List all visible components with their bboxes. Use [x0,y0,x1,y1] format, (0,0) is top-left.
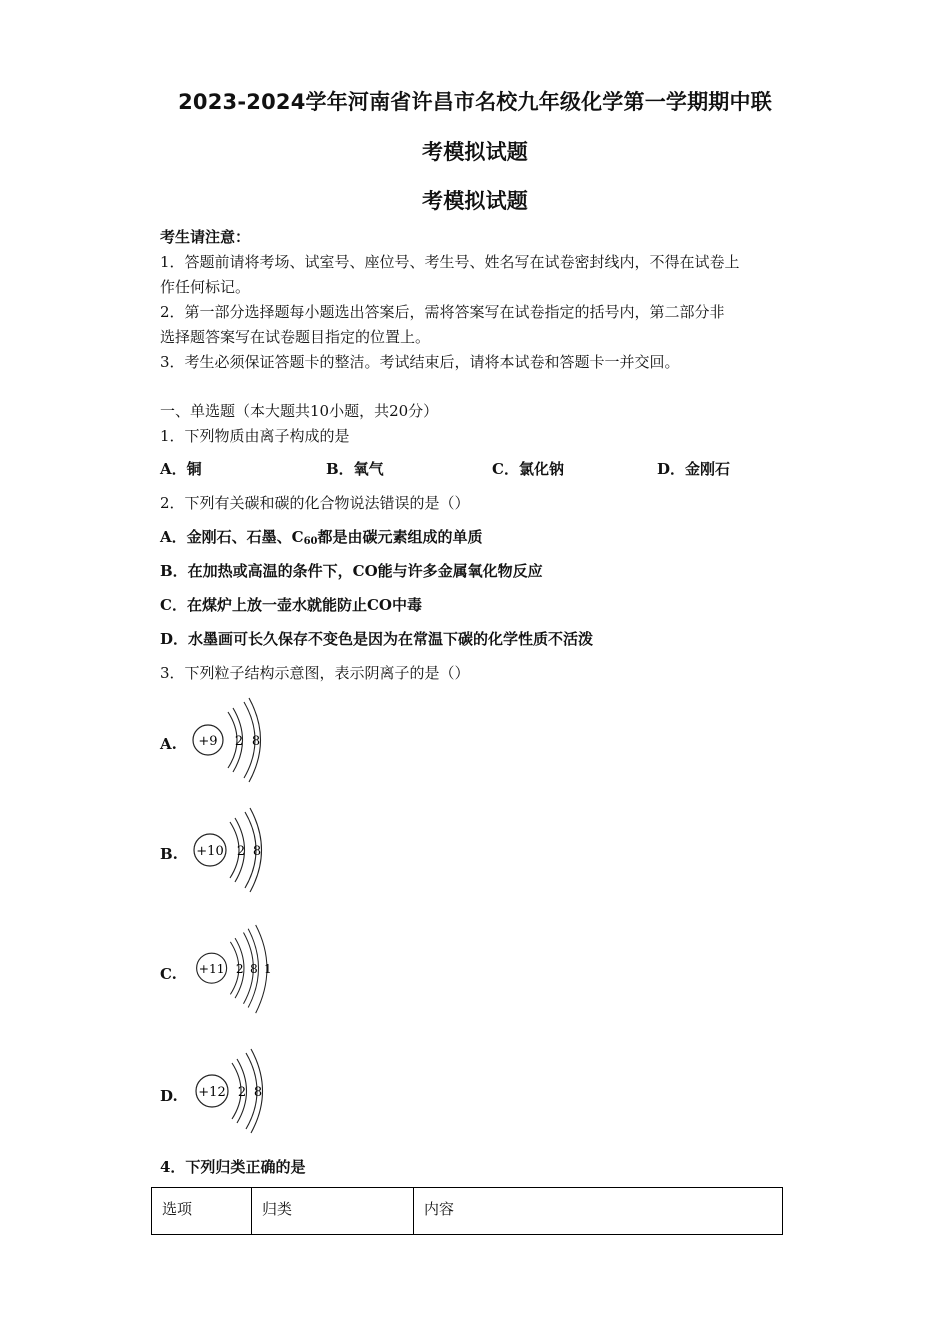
nucleus-charge-d: +12 [198,1085,226,1100]
shell-electrons-a-1: 2 [234,734,244,749]
atom-diagram-d [186,1046,286,1136]
table-header-category: 归类 [252,1188,414,1234]
shell-electrons-d-1: 2 [237,1085,247,1100]
question-1-option-a: A．铜 [160,460,202,478]
table-header-option: 选项 [152,1188,252,1234]
shell-electrons-b-1: 2 [236,844,246,859]
question-3-option-b-label: B. [160,845,178,863]
notice-heading: 考生请注意： [160,228,251,246]
shell-electrons-c-2: 8 [249,961,258,976]
atom-diagram-b-svg [186,806,286,896]
question-2-option-b: B．在加热或高温的条件下，CO能与许多金属氧化物反应 [160,562,543,580]
shell-electrons-b-2: 8 [252,844,262,859]
notice-line-1: 1．答题前请将考场、试室号、座位号、考生号、姓名写在试卷密封线内，不得在试卷上 [160,253,740,271]
nucleus-charge-c: +11 [198,961,225,976]
atom-diagram-c-svg [186,925,286,1015]
question-2-option-a-post: 都是由碳元素组成的单质 [317,528,483,546]
question-1-option-c: C．氯化钠 [492,460,564,478]
shell-electrons-c-1: 2 [235,961,244,976]
notice-line-5: 3．考生必须保证答题卡的整洁。考试结束后，请将本试卷和答题卡一并交回。 [160,353,680,371]
shell-electrons-a-2: 8 [251,734,261,749]
notice-line-2: 作任何标记。 [160,278,251,296]
question-3-option-a-label: A. [160,735,177,753]
nucleus-charge-a: +9 [198,734,218,749]
question-3-option-d-label: D. [160,1087,178,1105]
question-1-stem: 1．下列物质由离子构成的是 [160,427,350,445]
question-2-option-a-subscript: 60 [303,536,318,547]
section-heading: 一、单选题（本大题共10小题，共20分） [160,402,439,420]
atom-diagram-d-svg [186,1046,286,1136]
notice-line-3: 2．第一部分选择题每小题选出答案后，需将答案写在试卷指定的括号内，第二部分非 [160,303,725,321]
nucleus-charge-b: +10 [196,844,224,859]
question-2-option-d: D．水墨画可长久保存不变色是因为在常温下碳的化学性质不活泼 [160,630,594,648]
question-4-stem: 4．下列归类正确的是 [160,1158,306,1176]
exam-title-line-2: 考模拟试题 [422,140,528,164]
exam-title-line-1: 2023-2024学年河南省许昌市名校九年级化学第一学期期中联 [178,90,772,114]
question-2-option-a-pre: A．金刚石、石墨、C [160,528,304,546]
question-2-option-a [160,526,483,553]
shell-electrons-d-2: 8 [253,1085,263,1100]
question-1-option-b: B．氧气 [326,460,384,478]
question-3-stem: 3．下列粒子结构示意图，表示阴离子的是（） [160,664,470,682]
table-header-content: 内容 [424,1200,455,1218]
classification-table [151,1187,783,1235]
question-3-option-c-label: C. [160,965,177,983]
atom-diagram-b [186,806,286,896]
question-1-option-d: D．金刚石 [657,460,731,478]
notice-line-4: 选择题答案写在试卷题目指定的位置上。 [160,328,431,346]
question-2-stem: 2．下列有关碳和碳的化合物说法错误的是（） [160,494,470,512]
shell-electrons-c-3: 1 [264,961,272,976]
atom-diagram-a [186,696,286,786]
exam-title-line-3: 考模拟试题 [422,189,528,213]
atom-diagram-a-svg [186,696,286,786]
atom-diagram-c [186,925,286,1015]
question-2-option-c: C．在煤炉上放一壶水就能防止CO中毒 [160,596,422,614]
